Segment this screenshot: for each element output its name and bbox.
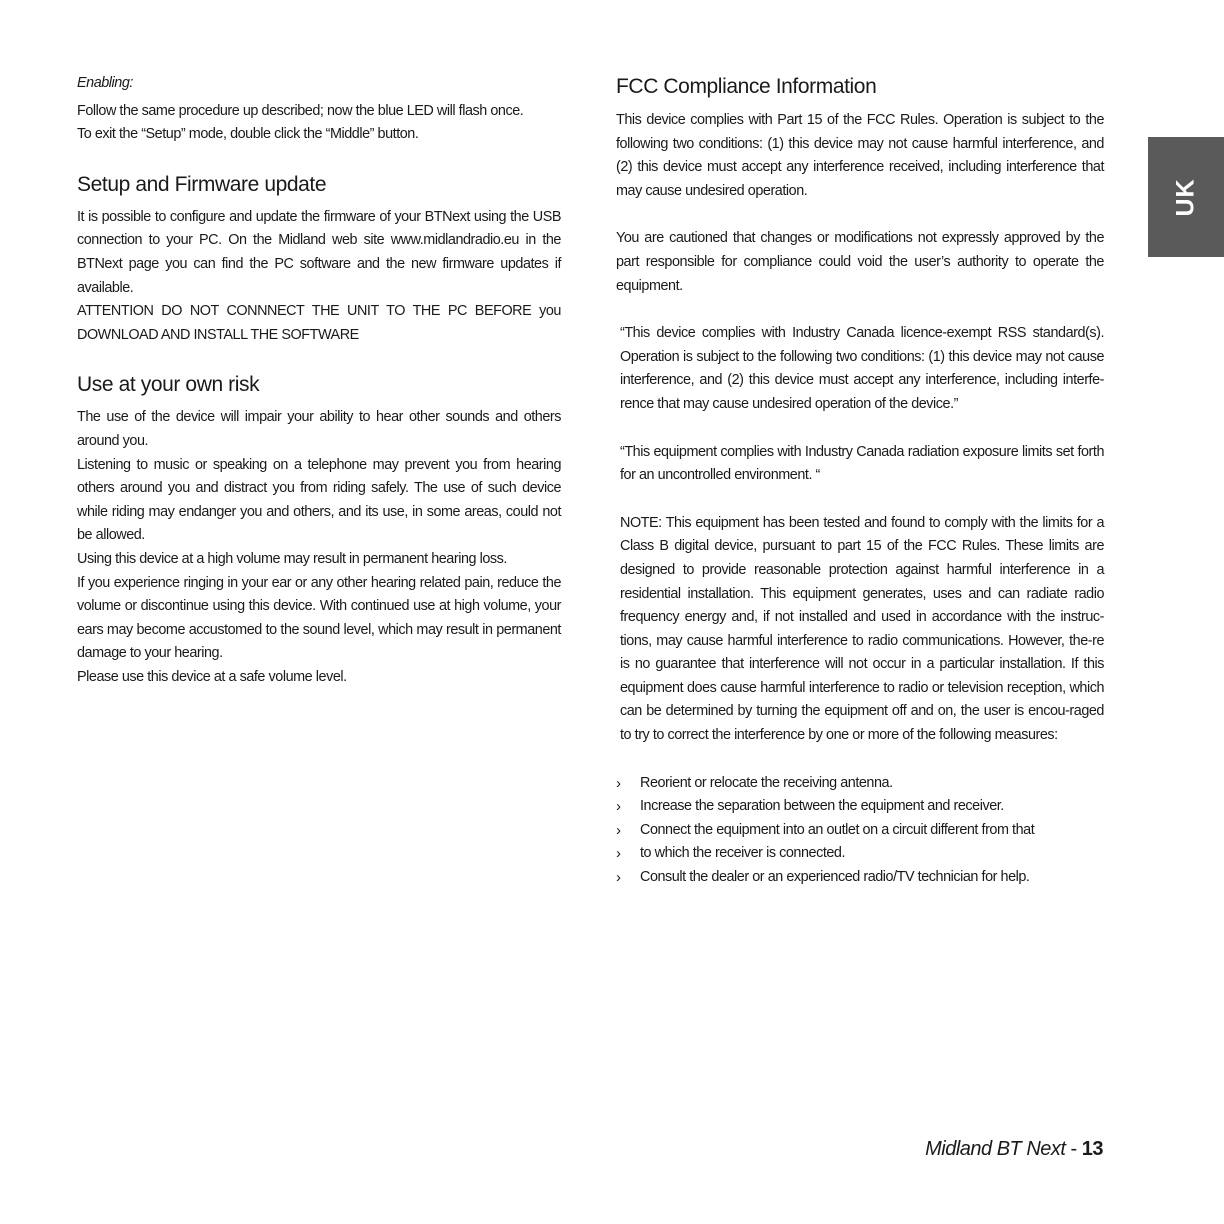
fcc-note-paragraph: NOTE: This equipment has been tested and found to comply with the limits for a Class B digital device, pursuant to part 15 of the FCC Rules. These limits are designed to provide reasonable protection against harmful interference in a residential installation. This equipment generates, uses and can radiate radio frequency energy and, if not installed and used in accordance with the instruc-tions, may cause harmful interference to radio communications. However, the-re is no guarantee that interference will not occur in a particular installation. If this equipment does cause harmful interference to radio or television reception, which can be determined by turning the equipment off and on, the user is encou-raged to try to correct the interference by one or more of the following measures: [620,514,1104,744]
language-tab-uk [1148,137,1224,257]
list-item [616,819,1104,843]
list-item-text: to which the receiver is connected. [640,845,846,862]
own-risk-heading: Use at your own risk [77,373,260,397]
risk-paragraph: The use of the device will impair your ability to hear other sounds and others around you. [77,409,561,449]
fcc-paragraph: This device complies with Part 15 of the FCC Rules. Operation is subject to the following two conditions: (1) this device may not cause harmful interference, and (2) this device must accept any interference received, including interference that may cause undesired operation. [616,112,1104,199]
industry-canada-paragraph: “This device complies with Industry Canada licence-exempt RSS standard(s). Operation is subject to the following two conditions: (1) this device may not cause interference, and (2) this device must accept any interference, including interfe-rence that may cause undesired operation of the device.” [620,325,1104,412]
list-item [616,772,1104,796]
fcc-heading: FCC Compliance Information [616,75,877,98]
risk-paragraph: If you experience ringing in your ear or any other hearing related pain, reduce the volume or discontinue using this device. With continued use at high volume, your ears may become accustomed to the sound level, which may result in permanent damage to your hearing. [77,574,561,662]
enabling-label: Enabling: [77,75,133,91]
footer-separator: - [1065,1138,1082,1160]
list-item-text: Consult the dealer or an experienced radio/TV technician for help. [640,869,1030,886]
setup-attention-paragraph: ATTENTION DO NOT CONNNECT THE UNIT TO THE PC BEFORE you DOWNLOAD AND INSTALL THE SOFTWARE [77,303,561,343]
bullet-chevron-icon: › [616,845,621,863]
exit-setup-text: To exit the “Setup” mode, double click the “Middle” button. [77,126,419,143]
bullet-chevron-icon: › [616,774,621,792]
page-footer [925,1138,1103,1161]
list-item [616,866,1104,890]
list-item [616,842,1104,866]
risk-paragraph: Listening to music or speaking on a telephone may prevent you from hearing others around you and distract you from riding safely. The use of such device while riding may endanger you and others, and its use, in some areas, could not be allowed. [77,456,561,544]
fcc-caution-paragraph: You are cautioned that changes or modifications not expressly approved by the part responsible for compliance could void the user’s authority to operate the equipment. [616,230,1104,294]
list-item-text: Connect the equipment into an outlet on a circuit different from that [640,821,1035,838]
bullet-chevron-icon: › [616,798,621,816]
list-item [616,795,1104,819]
radiation-exposure-paragraph: “This equipment complies with Industry Canada radiation exposure limits set forth for an uncontrolled environment. “ [620,443,1104,484]
language-tab-label: UK [1171,177,1200,217]
enabling-text: Follow the same procedure up described; now the blue LED will flash once. [77,102,524,119]
bullet-chevron-icon: › [616,821,621,839]
bullet-chevron-icon: › [616,869,621,887]
list-item-text: Increase the separation between the equipment and receiver. [640,798,1004,815]
setup-paragraph: It is possible to configure and update the firmware of your BTNext using the USB connection to your PC. On the Midland web site www.midlandradio.eu in the BTNext page you can find the PC software and the new firmware updates if available. [77,208,561,296]
risk-paragraph: Using this device at a high volume may result in permanent hearing loss. [77,550,507,567]
setup-firmware-heading: Setup and Firmware update [77,172,327,196]
measures-list [616,772,1104,890]
risk-paragraph: Please use this device at a safe volume level. [77,668,347,685]
page-number: 13 [1081,1138,1103,1160]
left-column [77,72,561,689]
right-column [616,72,1104,890]
footer-brand: Midland BT Next [925,1138,1066,1160]
list-item-text: Reorient or relocate the receiving antenna. [640,774,893,791]
